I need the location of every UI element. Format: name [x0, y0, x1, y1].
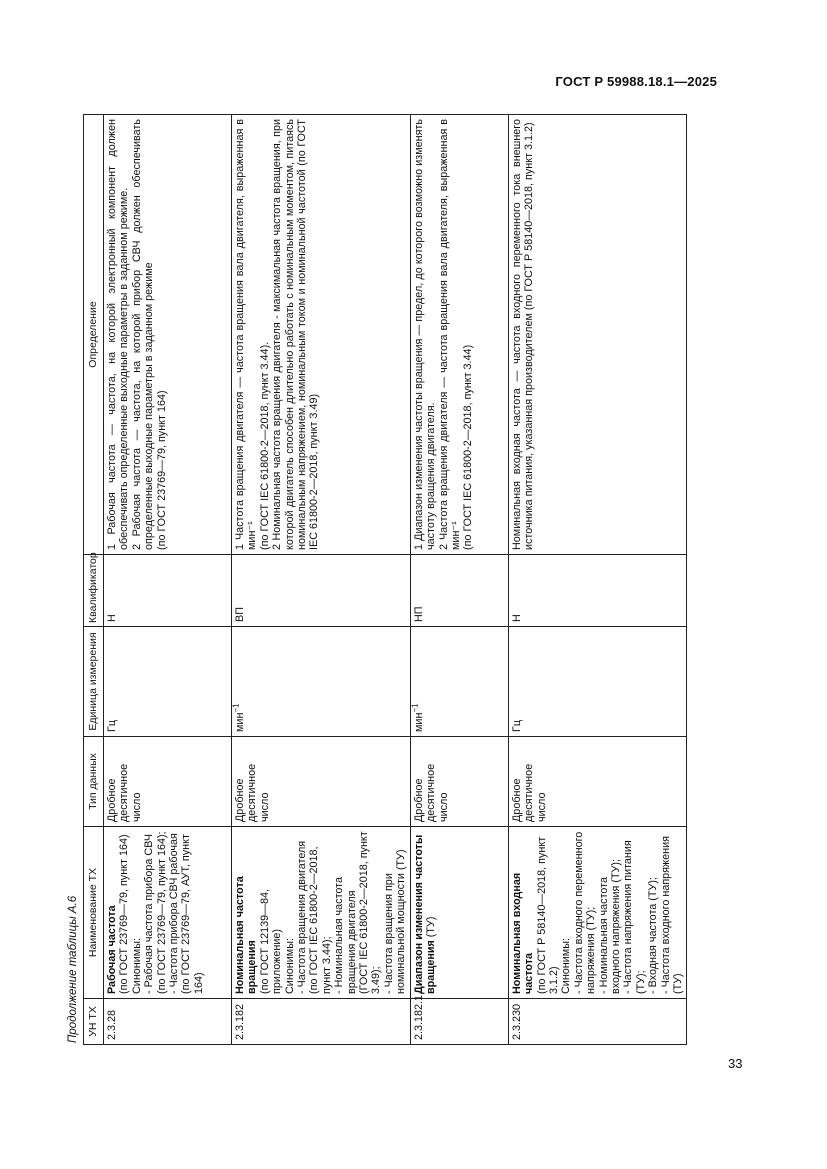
table-caption: Продолжение таблицы А.6 — [67, 895, 79, 1043]
column-header-name: Наименование ТХ — [84, 827, 104, 999]
cell-qualifier: НП — [410, 555, 508, 627]
cell-qualifier: Н — [508, 555, 687, 627]
cell-id: 2.3.230 — [508, 999, 687, 1045]
unit-exponent: −1 — [410, 703, 420, 713]
table-row — [410, 115, 508, 1045]
cell-unit — [508, 627, 687, 737]
cell-name — [410, 827, 508, 999]
definition-line: (по ГОСТ 23769—79, пункт 164) — [155, 390, 168, 550]
cell-name — [508, 827, 687, 999]
cell-qualifier: ВП — [232, 555, 411, 627]
name-line: - Частота вращения двигателя — [296, 840, 309, 994]
cell-data-type: Дробное десятичное число — [508, 737, 687, 827]
cell-data-type: Дробное десятичное число — [232, 737, 411, 827]
column-header-unit: Единица измерения — [84, 627, 104, 737]
definition-line: 2 Номинальная частота вращения двигателя - максимальная частота вращения, при которой двигатель способен длительно работать с номинальным моментом, питаясь номинальным напряжением, номинальным током и номинальной частотой (по ГОСТ IEC 61800-2—2018, пункт 3.49) — [271, 119, 321, 550]
unit-exponent: −1 — [231, 703, 241, 713]
table-body — [104, 115, 687, 1045]
name-line: - Рабочая частота прибора СВЧ — [143, 833, 156, 994]
unit-symbol: мин — [234, 712, 246, 732]
name-title: Номинальная входная частота — [510, 872, 536, 994]
name-line: - Частота входного напряжения (ТУ) — [659, 836, 684, 994]
name-line: - Входная частота (ТУ); — [647, 877, 660, 994]
unit-symbol: Гц — [106, 719, 118, 732]
name-line: (по ГОСТ Р 58140—2018, пункт 3.1.2) — [535, 836, 560, 994]
cell-unit — [410, 627, 508, 737]
column-header-id: УН ТХ — [84, 999, 104, 1045]
name-line: - Номинальная частота входного напряжения (ТУ); — [597, 858, 622, 994]
cell-unit — [232, 627, 411, 737]
name-line: - Номинальная частота вращения двигателя — [333, 876, 358, 994]
page-number: 33 — [728, 1056, 743, 1071]
name-title: Диапазон изменения частоты вращения — [412, 834, 438, 994]
cell-name — [232, 827, 411, 999]
document-code: ГОСТ Р 59988.18.1—2025 — [555, 74, 717, 89]
definition-line: (по ГОСТ IEC 61800-2—2018, пункт 3.44). — [258, 341, 271, 550]
name-title: Номинальная частота вращения — [234, 876, 259, 994]
table-row — [232, 115, 411, 1045]
cell-data-type: Дробное десятичное число — [410, 737, 508, 827]
table-row — [508, 115, 687, 1045]
name-line: - Частота прибора СВЧ рабочая — [168, 833, 181, 994]
cell-definition — [410, 115, 508, 555]
name-line: (по ГОСТ 23769—79, АУТ, пункт 164) — [180, 834, 205, 994]
definition-line: 1 Рабочая частота — частота, на которой электронный компонент должен обеспечивать определенные выходные параметры в заданном режиме. — [106, 119, 131, 550]
cell-id: 2.3.182 — [232, 999, 411, 1045]
name-title: Рабочая частота — [106, 905, 118, 994]
unit-symbol: мин — [412, 712, 425, 732]
name-heading — [413, 831, 438, 994]
cell-qualifier: Н — [104, 555, 232, 627]
characteristics-table — [83, 114, 687, 1045]
cell-name — [104, 827, 232, 999]
name-line: - Частота напряжения питания (ТУ); — [622, 840, 647, 994]
unit-symbol: Гц — [510, 719, 523, 732]
rotated-table-block — [66, 115, 684, 1045]
column-header-qualifier: Квалификатор — [84, 555, 104, 627]
name-heading — [106, 831, 118, 994]
definition-line: 1 Диапазон изменения частоты вращения — предел, до которого возможно изменять частоту вращения двигателя. — [412, 119, 438, 550]
definition-line: 2 Рабочая частота — частота, на которой прибор СВЧ должен обеспечивать определенные выходные параметры в заданном режиме — [130, 119, 156, 550]
column-header-data-type: Тип данных — [84, 737, 104, 827]
definition-line: Номинальная входная частота — частота входного переменного тока внешнего источника питания, указанная производителем (по ГОСТ Р 58140—2018, пункт 3.1.2) — [510, 119, 536, 550]
name-line: (по ГОСТ 23769—79, пункт 164) — [118, 834, 131, 994]
name-line: Синонимы: — [130, 938, 143, 994]
name-line: (по ГОСТ 23769—79, пункт 164); — [155, 831, 168, 994]
name-heading — [234, 831, 259, 994]
name-suffix: (ТУ) — [425, 916, 438, 941]
definition-line: 1 Частота вращения двигателя — частота вращения вала двигателя, выраженная в мин⁻¹ — [234, 119, 259, 550]
column-header-definition: Определение — [84, 115, 104, 555]
cell-id: 2.3.182.1 — [410, 999, 508, 1045]
cell-id: 2.3.28 — [104, 999, 232, 1045]
cell-definition — [508, 115, 687, 555]
name-line: Синонимы: — [283, 938, 296, 994]
cell-data-type: Дробное десятичное число — [104, 737, 232, 827]
name-heading — [511, 831, 536, 994]
definition-line: (по ГОСТ IEC 61800-2—2018, пункт 3.44) — [462, 344, 475, 550]
name-line: (по ГОСТ 12139—84, приложение) — [258, 889, 284, 994]
name-line: (по ГОСТ IEC 61800-2—2018, пункт 3.44); — [308, 846, 333, 994]
name-line: Синонимы: — [560, 938, 573, 994]
cell-definition — [104, 115, 232, 555]
cell-unit — [104, 627, 232, 737]
table-header-row — [84, 115, 104, 1045]
name-line: (ГОСТ IEC 61800-2—2018, пункт 3.49); — [358, 831, 383, 994]
cell-definition — [232, 115, 411, 555]
definition-line: 2 Частота вращения двигателя — частота вращения вала двигателя, выраженная в мин⁻¹ — [437, 119, 462, 550]
table-row — [104, 115, 232, 1045]
name-line: - Частота вращения при номинальной мощности (ТУ) — [382, 849, 408, 994]
name-line: - Частота входного переменного напряжения (ТУ); — [572, 831, 598, 994]
